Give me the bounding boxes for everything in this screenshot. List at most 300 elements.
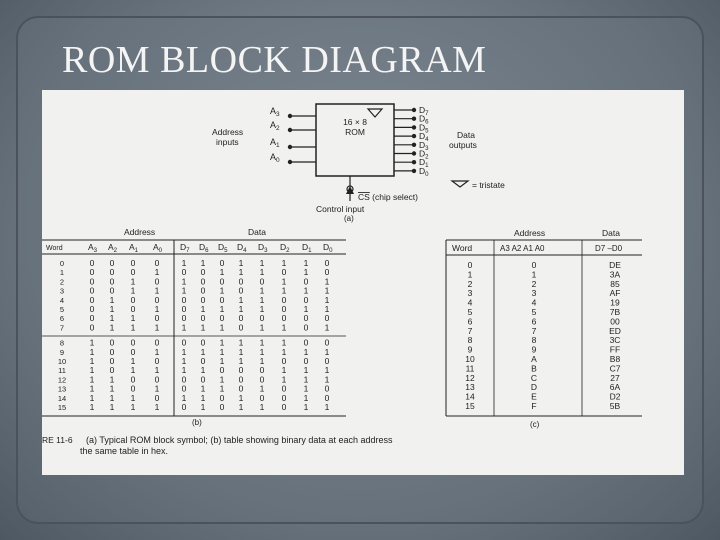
table-b-data-cell: 0	[324, 383, 330, 394]
figure-canvas	[42, 90, 684, 475]
table-b-row	[60, 304, 330, 314]
table-b-data-cell: 1	[200, 402, 206, 412]
table-b-word-cell: 13	[57, 384, 67, 394]
table-b-data-header: $D_0$	[323, 242, 333, 254]
table-b-data-cell: 1	[281, 374, 287, 385]
table-b-data-cell: 0	[181, 294, 187, 305]
table-c-row	[468, 288, 621, 298]
table-c-row	[468, 326, 621, 336]
table-c-address-cell: 7	[531, 325, 537, 336]
table-b-data-cell: 0	[259, 392, 265, 403]
table-b-address-cell: 1	[130, 402, 136, 412]
caption-figure-number: RE 11-6	[42, 435, 73, 445]
table-b-address-cell: 0	[154, 337, 160, 348]
table-b-address-cell: 0	[154, 374, 160, 385]
table-b-row	[60, 258, 330, 268]
table-b-data-cell: 1	[238, 258, 244, 268]
table-b-data-cell: 1	[281, 337, 287, 348]
address-pin-label: $A_2$	[270, 120, 280, 132]
table-b-data-cell: 0	[181, 337, 187, 348]
table-b-data-cell: 0	[219, 392, 225, 403]
table-b-address-cell: 1	[89, 346, 95, 357]
table-b-word-cell: 15	[57, 403, 67, 412]
data-outputs-label-1: Data	[457, 130, 475, 140]
table-b-data-cell: 0	[200, 285, 206, 296]
table-c-address-cell: E	[531, 391, 537, 402]
table-b-data-cell: 1	[259, 304, 265, 314]
table-b-address-cell: 0	[89, 285, 95, 296]
table-b-data-cell: 1	[238, 337, 244, 348]
data-pin-label: $D_0$	[419, 165, 429, 178]
table-b-data-cell: 0	[181, 402, 187, 412]
table-b-data-cell: 0	[238, 276, 244, 287]
table-c-address-cell: 0	[531, 260, 537, 270]
table-b-address-cell: 0	[130, 267, 136, 278]
data-pin-dot	[412, 134, 416, 138]
table-c-address-cell: A	[531, 354, 537, 364]
table-b-data-cell: 1	[303, 346, 309, 357]
table-b-data-cell: 1	[259, 402, 265, 412]
data-pin-dot	[412, 160, 416, 164]
table-b-data-cell: 1	[219, 285, 225, 296]
table-b-data-cell: 0	[181, 313, 187, 324]
table-b-address-cell: 0	[109, 276, 115, 287]
table-b-rows	[58, 258, 330, 412]
table-b-address-cell: 1	[154, 304, 160, 314]
table-b-address-cell: 0	[109, 258, 115, 268]
table-b-data-header: $D_6$	[199, 242, 209, 254]
table-b-address-cell: 0	[89, 276, 95, 287]
table-b-address-cell: 1	[154, 267, 160, 278]
caption-line-1: (a) Typical ROM block symbol; (b) table showing binary data at each address	[86, 435, 393, 445]
panel-c-label: (c)	[530, 420, 540, 429]
table-b-data-cell: 1	[324, 402, 330, 412]
table-c-word-cell: 12	[465, 372, 475, 383]
table-b-data-cell: 1	[281, 276, 287, 287]
table-b-address-cell: 1	[154, 322, 160, 333]
table-b-data-cell: 1	[238, 267, 244, 278]
address-pin-dot	[288, 128, 292, 132]
table-b-address-cell: 0	[130, 383, 136, 394]
table-c-word-cell: 13	[465, 382, 475, 393]
data-pin-label: $D_6$	[419, 113, 429, 126]
table-b-address-cell: 1	[109, 322, 115, 333]
table-b-row	[58, 402, 330, 412]
table-b-data-cell: 1	[324, 346, 330, 357]
table-b-data-cell: 0	[219, 258, 225, 268]
table-b-data-cell: 0	[181, 374, 187, 385]
table-c-row	[468, 269, 621, 279]
table-b-word-cell: 7	[59, 323, 65, 333]
table-c-address-group: Address	[514, 228, 546, 238]
table-b-address-cell: 0	[89, 294, 95, 305]
table-b-data-cell: 0	[238, 322, 244, 333]
table-b-address-cell: 0	[89, 258, 95, 268]
table-b-data-cell: 1	[200, 392, 206, 403]
table-c-word-header: Word	[452, 243, 473, 253]
address-pin-dot	[288, 160, 292, 164]
table-c-word-cell: 11	[465, 363, 475, 374]
table-b-row	[60, 347, 330, 357]
table-b-data-cell: 1	[238, 356, 244, 366]
table-c-data-header: D7 –D0	[595, 244, 623, 253]
table-c-data-cell: 7B	[609, 307, 621, 317]
table-b-data-cell: 1	[238, 346, 244, 357]
table-b-data-cell: 1	[219, 346, 225, 357]
table-b-data-cell: 1	[303, 365, 309, 376]
table-b-data-cell: 1	[219, 337, 225, 348]
table-c-data-cell: 3A	[609, 269, 621, 280]
table-b-data-cell: 0	[200, 313, 206, 324]
panel-a-label: (a)	[344, 214, 354, 223]
table-c-word-cell: 10	[465, 354, 475, 364]
data-pin-dot	[412, 143, 416, 147]
table-b-data-cell: 0	[181, 304, 187, 314]
table-c-row	[468, 345, 621, 355]
table-b-address-cell: 1	[109, 313, 115, 324]
table-b-data-cell: 1	[324, 304, 330, 314]
table-c-row	[465, 382, 620, 392]
table-b-address-cell: 1	[109, 294, 115, 305]
table-b-address-cell: 1	[109, 374, 115, 385]
table-b-data-cell: 0	[219, 276, 225, 287]
table-b-data-cell: 0	[200, 374, 206, 385]
table-b-data-cell: 1	[281, 285, 287, 296]
table-b-data-cell: 0	[303, 322, 309, 333]
table-c-address-cell: C	[530, 372, 538, 383]
table-c-row	[468, 279, 620, 289]
table-b-data-cell: 1	[200, 365, 206, 376]
table-b-data-cell: 1	[238, 304, 244, 314]
table-b-word-cell: 2	[59, 277, 65, 287]
table-c-address-cell: 2	[531, 278, 537, 289]
table-b-address-cell: 1	[130, 365, 136, 376]
table-b-data-cell: 0	[219, 365, 225, 376]
table-b-address-cell: 0	[130, 346, 136, 357]
table-b-data-cell: 0	[259, 276, 265, 287]
table-b-data-cell: 1	[259, 356, 265, 366]
table-b-address-cell: 0	[109, 356, 115, 366]
table-b-data-cell: 0	[281, 294, 287, 305]
table-c-data-cell: 5B	[609, 401, 621, 411]
table-b-data-cell: 0	[281, 392, 287, 403]
table-c-data-cell: C7	[609, 363, 621, 374]
table-b-data-cell: 0	[200, 356, 206, 366]
table-b-data-cell: 1	[181, 356, 187, 366]
table-b-data-cell: 1	[259, 337, 265, 348]
data-pin-dot	[412, 169, 416, 173]
table-b-address-cell: 0	[130, 304, 136, 314]
table-c-data-group: Data	[602, 228, 620, 238]
table-b-data-cell: 1	[259, 258, 265, 268]
table-c-data-cell: AF	[609, 288, 621, 299]
table-b-row	[60, 276, 330, 286]
panel-b-label: (b)	[192, 418, 202, 427]
table-b-row	[60, 267, 330, 277]
table-c-data-cell: B8	[609, 354, 621, 364]
table-b-address-cell: 1	[89, 365, 95, 376]
table-c-data-cell: FF	[609, 344, 621, 355]
table-b-word-cell: 1	[59, 268, 65, 278]
table-c-word-cell: 4	[467, 297, 473, 308]
table-c-word-cell: 2	[467, 278, 473, 289]
table-b-row	[60, 286, 330, 296]
table-b-address-cell: 0	[109, 337, 115, 348]
table-b-data-cell: 1	[181, 285, 187, 296]
table-b-word-cell: 0	[59, 259, 65, 268]
table-b-address-cell: 1	[89, 337, 95, 348]
slide-title: ROM BLOCK DIAGRAM	[62, 39, 487, 81]
table-b-data-cell: 1	[181, 365, 187, 376]
table-b-data-cell: 1	[181, 346, 187, 357]
table-b-data-cell: 1	[200, 322, 206, 333]
table-c-word-cell: 5	[467, 307, 473, 317]
table-b-address-cell: 0	[154, 356, 160, 366]
table-b-data-cell: 1	[281, 365, 287, 376]
table-b-data-cell: 0	[281, 402, 287, 412]
table-b-data-cell: 1	[303, 392, 309, 403]
table-b-data-cell: 0	[219, 313, 225, 324]
table-b-data-cell: 0	[303, 313, 309, 324]
data-pin-label: $D_3$	[419, 139, 429, 152]
table-c-row	[465, 392, 620, 402]
binary-table	[42, 227, 346, 427]
table-b-word-cell: 6	[59, 314, 65, 324]
address-pin-label: $A_1$	[270, 137, 280, 149]
table-b-address-cell: 1	[89, 402, 95, 412]
table-b-data-cell: 1	[238, 402, 244, 412]
table-b-data-cell: 1	[324, 365, 330, 376]
table-b-word-cell: 5	[59, 305, 65, 314]
table-b-data-cell: 0	[303, 356, 309, 366]
address-pin-label: $A_3$	[270, 106, 280, 118]
table-b-data-cell: 1	[219, 267, 225, 278]
table-c-word-cell: 7	[467, 325, 473, 336]
table-b-address-cell: 1	[89, 392, 95, 403]
table-b-word-cell: 8	[59, 338, 65, 348]
table-b-address-cell: 0	[89, 322, 95, 333]
table-c-data-cell: D2	[609, 391, 621, 402]
address-pin-label: $A_0$	[270, 152, 280, 164]
table-b-data-cell: 0	[200, 294, 206, 305]
table-b-data-cell: 0	[281, 304, 287, 314]
table-b-address-cell: 0	[109, 365, 115, 376]
table-b-address-cell: 0	[130, 258, 136, 268]
table-b-row	[58, 384, 330, 394]
table-b-data-cell: 0	[238, 285, 244, 296]
table-b-address-cell: 1	[130, 322, 136, 333]
table-c-data-cell: ED	[609, 325, 621, 336]
table-b-row	[60, 313, 330, 323]
table-c-word-cell: 6	[467, 316, 473, 327]
table-b-data-cell: 0	[219, 294, 225, 305]
table-b-data-cell: 1	[324, 276, 330, 287]
table-c-address-cell: F	[531, 401, 537, 411]
table-b-address-cell: 1	[154, 346, 160, 357]
table-b-address-cell: 1	[109, 402, 115, 412]
table-b-data-cell: 1	[181, 392, 187, 403]
table-b-data-cell: 1	[259, 346, 265, 357]
table-c-data-cell: 85	[610, 278, 620, 289]
table-b-row	[58, 374, 330, 384]
table-b-address-cell: 0	[154, 313, 160, 324]
table-c-rows	[465, 260, 621, 411]
table-b-data-cell: 1	[200, 383, 206, 394]
table-c-word-cell: 1	[467, 269, 473, 280]
table-b-address-cell: 0	[109, 285, 115, 296]
table-b-address-cell: 0	[89, 313, 95, 324]
table-b-address-cell: 1	[130, 313, 136, 324]
table-b-data-cell: 1	[324, 285, 330, 296]
table-c-address-cell: D	[530, 382, 538, 393]
table-b-data-cell: 0	[324, 313, 330, 324]
table-b-data-cell: 0	[238, 374, 244, 385]
table-c-address-cell: 9	[531, 344, 537, 355]
table-b-data-cell: 1	[303, 402, 309, 412]
table-b-data-cell: 0	[303, 294, 309, 305]
table-b-address-cell: 1	[154, 383, 160, 394]
table-c-word-cell: 8	[467, 335, 473, 346]
table-b-address-cell: 1	[130, 285, 136, 296]
table-c-row	[468, 260, 622, 270]
table-c-data-cell: 27	[610, 372, 620, 383]
table-b-data-header: $D_5$	[218, 242, 228, 254]
table-b-data-cell: 1	[303, 285, 309, 296]
table-b-row	[58, 356, 330, 366]
data-pin-dot	[412, 117, 416, 121]
cs-label: CS (chip select)	[358, 192, 418, 202]
table-c-data-cell: DE	[609, 260, 621, 270]
table-b-address-header: $A_2$	[108, 242, 118, 254]
table-b-data-cell: 1	[303, 258, 309, 268]
table-b-data-cell: 0	[238, 383, 244, 394]
data-pin-dot	[412, 125, 416, 129]
table-b-data-cell: 1	[219, 304, 225, 314]
table-b-data-cell: 0	[324, 392, 330, 403]
table-b-data-cell: 1	[259, 322, 265, 333]
table-b-address-cell: 1	[109, 304, 115, 314]
table-c-address-cell: 4	[531, 297, 537, 308]
table-b-data-cell: 1	[219, 383, 225, 394]
table-b-data-cell: 0	[324, 337, 330, 348]
table-b-address-group: Address	[124, 227, 156, 237]
address-inputs-label-2: inputs	[216, 137, 239, 147]
table-b-address-cell: 1	[154, 285, 160, 296]
table-b-data-cell: 0	[281, 267, 287, 278]
table-b-row	[58, 393, 330, 403]
table-b-data-cell: 0	[200, 337, 206, 348]
table-b-address-cell: 0	[130, 337, 136, 348]
table-b-address-cell: 0	[109, 346, 115, 357]
table-b-data-cell: 0	[200, 276, 206, 287]
table-b-data-cell: 0	[324, 258, 330, 268]
data-pin-dot	[412, 151, 416, 155]
table-b-data-cell: 0	[238, 365, 244, 376]
table-b-row	[60, 338, 330, 348]
table-b-data-cell: 0	[259, 374, 265, 385]
table-b-data-cell: 0	[259, 313, 265, 324]
table-b-word-cell: 4	[59, 295, 65, 305]
control-input-label: Control input	[316, 204, 365, 214]
table-b-address-cell: 1	[154, 365, 160, 376]
table-b-address-cell: 0	[154, 294, 160, 305]
table-c-row	[465, 401, 620, 411]
table-b-address-header: $A_1$	[129, 242, 139, 254]
table-b-data-cell: 1	[200, 258, 206, 268]
caption-line-2: the same table in hex.	[80, 446, 169, 456]
table-b-data-header: $D_1$	[302, 242, 312, 254]
tristate-legend-symbol	[452, 181, 468, 187]
data-pin-label: $D_4$	[419, 131, 429, 144]
table-b-address-cell: 1	[109, 383, 115, 394]
data-pin-dot	[412, 108, 416, 112]
table-c-address-cell: 8	[531, 335, 537, 346]
table-c-row	[465, 354, 620, 364]
table-b-data-cell: 0	[181, 383, 187, 394]
table-b-data-cell: 1	[238, 294, 244, 305]
table-b-word-cell: 11	[58, 366, 66, 376]
table-b-address-cell: 1	[154, 402, 160, 412]
table-b-data-cell: 0	[303, 337, 309, 348]
tristate-legend-label: = tristate	[472, 180, 505, 190]
table-b-data-cell: 0	[200, 267, 206, 278]
table-b-data-cell: 1	[303, 304, 309, 314]
table-b-data-cell: 1	[259, 285, 265, 296]
table-b-data-cell: 0	[324, 267, 330, 278]
table-b-word-cell: 14	[57, 393, 67, 403]
table-b-data-cell: 1	[259, 267, 265, 278]
table-b-data-cell: 1	[324, 294, 330, 305]
table-b-data-cell: 0	[181, 267, 187, 278]
data-pin-label: $D_2$	[419, 148, 429, 161]
table-b-data-cell: 1	[259, 294, 265, 305]
table-c-row	[468, 335, 621, 345]
table-b-data-cell: 1	[219, 322, 225, 333]
table-b-data-cell: 0	[281, 356, 287, 366]
table-b-address-header: $A_0$	[153, 242, 163, 254]
table-b-data-header: $D_2$	[280, 242, 290, 254]
table-b-address-cell: 1	[130, 356, 136, 366]
table-b-data-cell: 0	[281, 383, 287, 394]
table-c-word-cell: 3	[467, 288, 473, 299]
table-c-data-cell: 19	[610, 297, 620, 308]
table-b-address-cell: 1	[89, 374, 95, 385]
table-c-row	[468, 307, 621, 317]
textbook-figure-scan	[42, 90, 684, 475]
table-c-word-cell: 14	[465, 391, 475, 402]
table-b-data-cell: 1	[181, 322, 187, 333]
table-c-address-cell: 5	[531, 307, 537, 317]
table-b-data-cell: 1	[324, 374, 330, 385]
table-b-data-cell: 0	[219, 402, 225, 412]
table-c-row	[466, 363, 621, 373]
table-c-data-cell: 00	[610, 316, 620, 327]
table-b-address-cell: 0	[109, 267, 115, 278]
table-b-data-cell: 1	[281, 322, 287, 333]
table-b-address-header: $A_3$	[88, 242, 98, 254]
hex-table	[446, 228, 642, 429]
address-pin-dot	[288, 114, 292, 118]
rom-size-label: 16 × 8	[343, 117, 367, 127]
data-pins	[394, 105, 429, 178]
table-c-address-header: A3 A2 A1 A0	[500, 244, 545, 253]
table-b-data-cell: 0	[324, 356, 330, 366]
table-b-data-cell: 1	[281, 258, 287, 268]
table-c-address-cell: 6	[531, 316, 537, 327]
table-b-data-cell: 1	[259, 383, 265, 394]
table-c-row	[468, 316, 620, 326]
table-b-address-cell: 0	[154, 392, 160, 403]
